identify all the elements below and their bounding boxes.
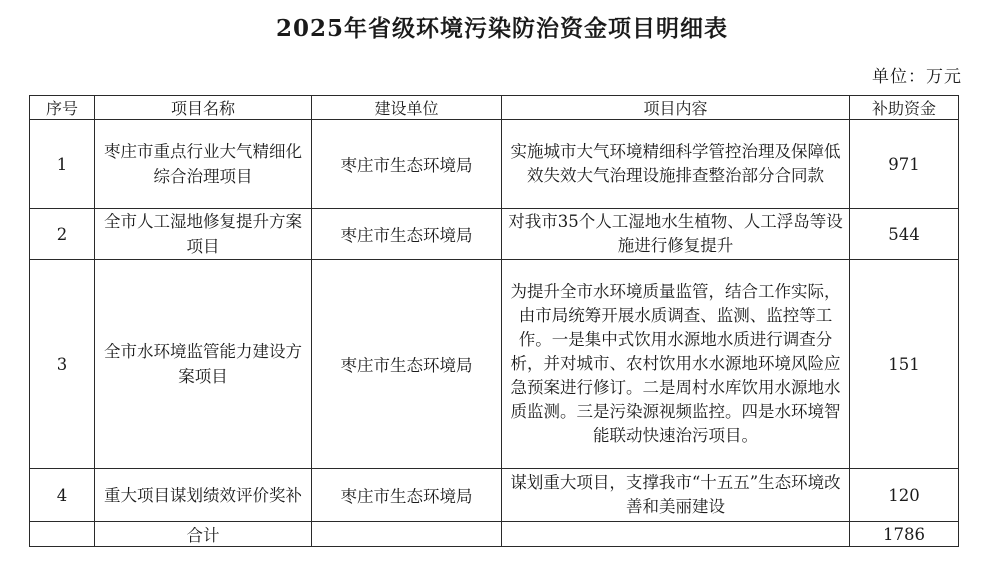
row-project-name: 全市水环境监管能力建设方案项目 xyxy=(95,260,312,469)
total-amount: 1786 xyxy=(850,522,959,547)
row-index: 4 xyxy=(30,469,95,522)
row-project-content: 对我市35个人工湿地水生植物、人工浮岛等设施进行修复提升 xyxy=(502,209,850,260)
row-project-content: 谋划重大项目，支撑我市“十五五”生态环境改善和美丽建设 xyxy=(502,469,850,522)
row-project-content: 为提升全市水环境质量监管，结合工作实际，由市局统筹开展水质调查、监测、监控等工作。一是集中式饮用水源地水质进行调查分析，并对城市、农村饮用水水源地环境风险应急预案进行修订。二是周村水库饮用水源地水质监测。三是污染源视频监控。四是水环境智能联动快速治污项目。 xyxy=(502,260,850,469)
page-title: 2025年省级环境污染防治资金项目明细表 xyxy=(275,15,728,42)
unit-label: 单位：万元 xyxy=(872,67,962,87)
row-project-name: 枣庄市重点行业大气精细化综合治理项目 xyxy=(95,120,312,209)
row-project-name: 全市人工湿地修复提升方案项目 xyxy=(95,209,312,260)
row-project-name: 重大项目谋划绩效评价奖补 xyxy=(95,469,312,522)
row-subsidy-amount: 151 xyxy=(850,260,959,469)
row-index: 2 xyxy=(30,209,95,260)
total-content-cell xyxy=(502,522,850,547)
row-construction-unit: 枣庄市生态环境局 xyxy=(312,209,502,260)
row-construction-unit: 枣庄市生态环境局 xyxy=(312,120,502,209)
table-header-row xyxy=(30,96,959,120)
row-project-content: 实施城市大气环境精细科学管控治理及保障低效失效大气治理设施排查整治部分合同款 xyxy=(502,120,850,209)
header-subsidy-amount: 补助资金 xyxy=(850,96,959,120)
row-construction-unit: 枣庄市生态环境局 xyxy=(312,260,502,469)
row-index: 3 xyxy=(30,260,95,469)
total-index-cell xyxy=(30,522,95,547)
row-subsidy-amount: 971 xyxy=(850,120,959,209)
header-index: 序号 xyxy=(30,96,95,120)
total-row xyxy=(30,522,959,547)
row-construction-unit: 枣庄市生态环境局 xyxy=(312,469,502,522)
header-project-content: 项目内容 xyxy=(502,96,850,120)
header-project-name: 项目名称 xyxy=(95,96,312,120)
header-construction-unit: 建设单位 xyxy=(312,96,502,120)
project-detail-table xyxy=(29,95,959,547)
row-subsidy-amount: 120 xyxy=(850,469,959,522)
total-unit-cell xyxy=(312,522,502,547)
total-label: 合计 xyxy=(95,522,312,547)
table-row xyxy=(30,260,959,469)
row-subsidy-amount: 544 xyxy=(850,209,959,260)
table-row xyxy=(30,209,959,260)
row-index: 1 xyxy=(30,120,95,209)
table-row xyxy=(30,469,959,522)
table-row xyxy=(30,120,959,209)
